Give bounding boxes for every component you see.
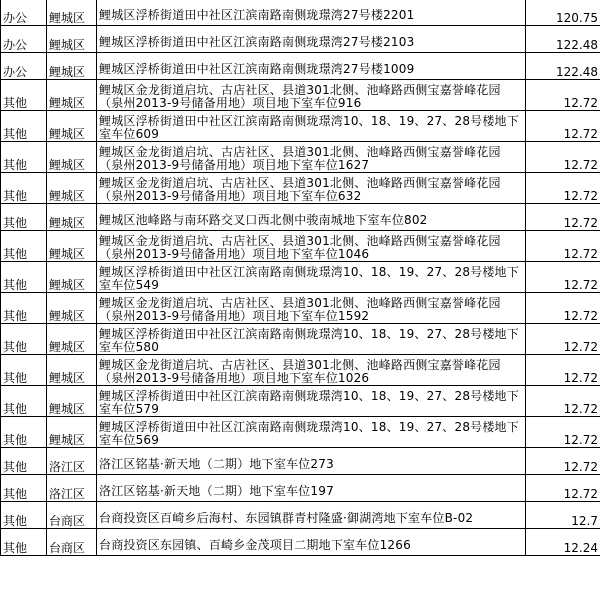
cell-address[interactable] bbox=[97, 111, 526, 142]
address-text: 鲤城区浮桥街道田中社区江滨南路南侧珑璟湾10、18、19、27、28号楼地下室车位549 bbox=[99, 265, 519, 292]
table-row bbox=[1, 386, 600, 417]
cell-value[interactable]: 12.24 bbox=[526, 529, 600, 556]
address-text: 洛江区铭基·新天地（二期）地下室车位197 bbox=[99, 484, 334, 498]
address-text: 鲤城区浮桥街道田中社区江滨南路南侧珑璟湾10、18、19、27、28号楼地下室车位580 bbox=[99, 327, 519, 354]
table-row bbox=[1, 142, 600, 173]
cell-value[interactable]: 12.72 bbox=[526, 111, 600, 142]
table-row bbox=[1, 0, 600, 26]
address-text: 鲤城区浮桥街道田中社区江滨南路南侧珑璟湾27号楼2201 bbox=[99, 8, 415, 22]
address-text: 鲤城区浮桥街道田中社区江滨南路南侧珑璟湾10、18、19、27、28号楼地下室车位609 bbox=[99, 114, 519, 141]
cell-type[interactable]: 其他 bbox=[1, 231, 47, 262]
table-row bbox=[1, 204, 600, 231]
cell-value[interactable]: 12.72 bbox=[526, 355, 600, 386]
cell-value[interactable]: 12.72 bbox=[526, 231, 600, 262]
cell-district[interactable]: 鲤城区 bbox=[47, 53, 97, 80]
table-row bbox=[1, 293, 600, 324]
cell-value[interactable]: 122.48 bbox=[526, 26, 600, 53]
address-text: 鲤城区金龙街道启坑、古店社区、县道301北侧、池峰路西侧宝嘉誉峰花园（泉州2013-9号储备用地）项目地下室车位1046 bbox=[99, 234, 501, 261]
cell-district[interactable]: 鲤城区 bbox=[47, 417, 97, 448]
table-row bbox=[1, 355, 600, 386]
table-row bbox=[1, 231, 600, 262]
cell-district[interactable]: 鲤城区 bbox=[47, 80, 97, 111]
cell-district[interactable]: 鲤城区 bbox=[47, 324, 97, 355]
table-row bbox=[1, 80, 600, 111]
cell-address[interactable] bbox=[97, 262, 526, 293]
cell-address[interactable] bbox=[97, 355, 526, 386]
cell-address[interactable] bbox=[97, 173, 526, 204]
table-row bbox=[1, 502, 600, 529]
address-text: 鲤城区金龙街道启坑、古店社区、县道301北侧、池峰路西侧宝嘉誉峰花园（泉州2013-9号储备用地）项目地下室车位1592 bbox=[99, 296, 501, 323]
address-text: 台商投资区百崎乡后海村、东园镇群青村隆盛·御湖湾地下室车位B-02 bbox=[99, 511, 474, 525]
cell-type[interactable]: 其他 bbox=[1, 142, 47, 173]
cell-address[interactable] bbox=[97, 417, 526, 448]
cell-district[interactable]: 鲤城区 bbox=[47, 386, 97, 417]
table-row bbox=[1, 417, 600, 448]
cell-district[interactable]: 鲤城区 bbox=[47, 355, 97, 386]
cell-value[interactable]: 12.72 bbox=[526, 293, 600, 324]
cell-district[interactable]: 洛江区 bbox=[47, 475, 97, 502]
cell-address[interactable] bbox=[97, 0, 526, 26]
cell-value[interactable]: 12.72 bbox=[526, 142, 600, 173]
address-text: 台商投资区东园镇、百崎乡金茂项目二期地下室车位1266 bbox=[99, 538, 411, 552]
cell-value[interactable]: 12.72 bbox=[526, 324, 600, 355]
cell-address[interactable] bbox=[97, 386, 526, 417]
cell-value[interactable]: 12.72 bbox=[526, 204, 600, 231]
cell-type[interactable]: 其他 bbox=[1, 111, 47, 142]
cell-type[interactable]: 其他 bbox=[1, 204, 47, 231]
cell-address[interactable] bbox=[97, 475, 526, 502]
cell-district[interactable]: 鲤城区 bbox=[47, 26, 97, 53]
address-text: 鲤城区浮桥街道田中社区江滨南路南侧珑璟湾27号楼1009 bbox=[99, 62, 415, 76]
cell-address[interactable] bbox=[97, 448, 526, 475]
cell-district[interactable]: 鲤城区 bbox=[47, 204, 97, 231]
cell-district[interactable]: 鲤城区 bbox=[47, 173, 97, 204]
cell-value[interactable]: 12.72 bbox=[526, 448, 600, 475]
cell-district[interactable]: 台商区 bbox=[47, 502, 97, 529]
cell-value[interactable]: 120.75 bbox=[526, 0, 600, 26]
cell-district[interactable]: 台商区 bbox=[47, 529, 97, 556]
property-table-body bbox=[1, 0, 600, 556]
cell-district[interactable]: 鲤城区 bbox=[47, 231, 97, 262]
cell-address[interactable] bbox=[97, 231, 526, 262]
address-text: 鲤城区金龙街道启坑、古店社区、县道301北侧、池峰路西侧宝嘉誉峰花园（泉州2013-9号储备用地）项目地下室车位632 bbox=[99, 176, 501, 203]
cell-type[interactable]: 其他 bbox=[1, 80, 47, 111]
table-row bbox=[1, 26, 600, 53]
cell-value[interactable]: 12.72 bbox=[526, 475, 600, 502]
cell-district[interactable]: 鲤城区 bbox=[47, 142, 97, 173]
address-text: 鲤城区金龙街道启坑、古店社区、县道301北侧、池峰路西侧宝嘉誉峰花园（泉州2013-9号储备用地）项目地下室车位916 bbox=[99, 83, 501, 110]
cell-type[interactable]: 办公 bbox=[1, 26, 47, 53]
cell-address[interactable] bbox=[97, 53, 526, 80]
cell-district[interactable]: 鲤城区 bbox=[47, 111, 97, 142]
cell-address[interactable] bbox=[97, 293, 526, 324]
cell-address[interactable] bbox=[97, 324, 526, 355]
cell-address[interactable] bbox=[97, 204, 526, 231]
table-row bbox=[1, 262, 600, 293]
cell-value[interactable]: 12.72 bbox=[526, 417, 600, 448]
cell-type[interactable]: 办公 bbox=[1, 53, 47, 80]
cell-district[interactable]: 鲤城区 bbox=[47, 293, 97, 324]
cell-type[interactable]: 其他 bbox=[1, 386, 47, 417]
address-text: 鲤城区浮桥街道田中社区江滨南路南侧珑璟湾27号楼2103 bbox=[99, 35, 415, 49]
address-text: 鲤城区浮桥街道田中社区江滨南路南侧珑璟湾10、18、19、27、28号楼地下室车位569 bbox=[99, 420, 519, 447]
cell-type[interactable]: 其他 bbox=[1, 475, 47, 502]
address-text: 鲤城区池峰路与南环路交叉口西北侧中骏南城地下室车位802 bbox=[99, 213, 428, 227]
cell-type[interactable]: 其他 bbox=[1, 417, 47, 448]
cell-type[interactable]: 其他 bbox=[1, 529, 47, 556]
table-row bbox=[1, 475, 600, 502]
cell-value[interactable]: 12.72 bbox=[526, 173, 600, 204]
cell-type[interactable]: 办公 bbox=[1, 0, 47, 26]
cell-value[interactable]: 122.48 bbox=[526, 53, 600, 80]
cell-value[interactable]: 12.7 bbox=[526, 502, 600, 529]
cell-address[interactable] bbox=[97, 142, 526, 173]
cell-type[interactable]: 其他 bbox=[1, 173, 47, 204]
table-row bbox=[1, 324, 600, 355]
cell-type[interactable]: 其他 bbox=[1, 355, 47, 386]
cell-address[interactable] bbox=[97, 502, 526, 529]
cell-address[interactable] bbox=[97, 26, 526, 53]
cell-district[interactable]: 洛江区 bbox=[47, 448, 97, 475]
cell-address[interactable] bbox=[97, 80, 526, 111]
cell-value[interactable]: 12.72 bbox=[526, 80, 600, 111]
table-row bbox=[1, 448, 600, 475]
cell-value[interactable]: 12.72 bbox=[526, 262, 600, 293]
cell-type[interactable]: 其他 bbox=[1, 502, 47, 529]
cell-address[interactable] bbox=[97, 529, 526, 556]
address-text: 鲤城区金龙街道启坑、古店社区、县道301北侧、池峰路西侧宝嘉誉峰花园（泉州2013-9号储备用地）项目地下室车位1026 bbox=[99, 358, 501, 385]
address-text: 鲤城区浮桥街道田中社区江滨南路南侧珑璟湾10、18、19、27、28号楼地下室车位579 bbox=[99, 389, 519, 416]
cell-type[interactable]: 其他 bbox=[1, 262, 47, 293]
address-text: 洛江区铭基·新天地（二期）地下室车位273 bbox=[99, 457, 334, 471]
cell-district[interactable]: 鲤城区 bbox=[47, 0, 97, 26]
cell-type[interactable]: 其他 bbox=[1, 448, 47, 475]
table-row bbox=[1, 53, 600, 80]
cell-type[interactable]: 其他 bbox=[1, 293, 47, 324]
table-row bbox=[1, 529, 600, 556]
table-row bbox=[1, 111, 600, 142]
cell-value[interactable]: 12.72 bbox=[526, 386, 600, 417]
table-row bbox=[1, 173, 600, 204]
cell-district[interactable]: 鲤城区 bbox=[47, 262, 97, 293]
cell-type[interactable]: 其他 bbox=[1, 324, 47, 355]
address-text: 鲤城区金龙街道启坑、古店社区、县道301北侧、池峰路西侧宝嘉誉峰花园（泉州2013-9号储备用地）项目地下室车位1627 bbox=[99, 145, 501, 172]
